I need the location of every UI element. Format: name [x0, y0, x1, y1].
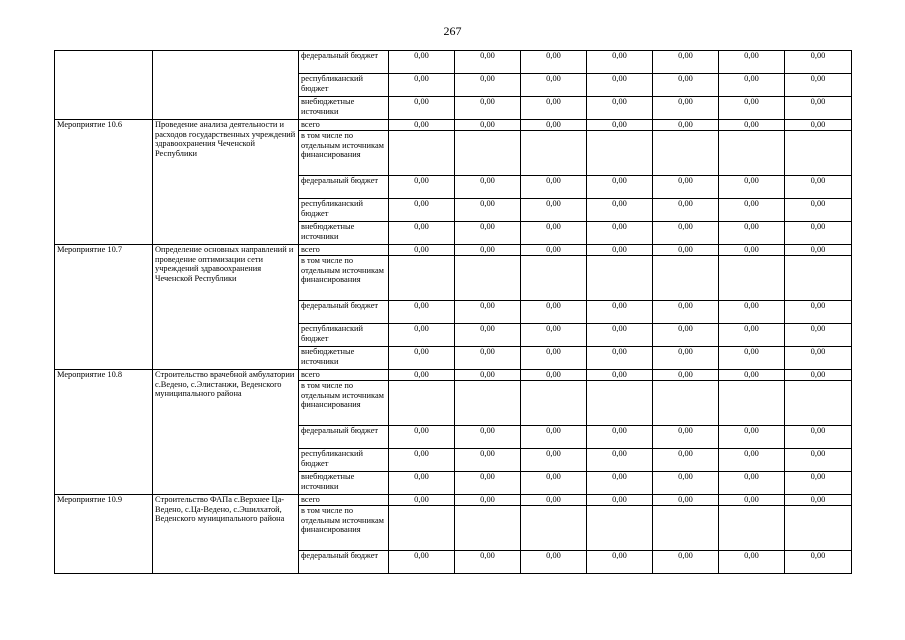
value-cell: 0,00 [521, 120, 587, 131]
value-cell [455, 131, 521, 176]
value-cell: 0,00 [587, 324, 653, 347]
value-cell: 0,00 [719, 74, 785, 97]
value-cell: 0,00 [389, 324, 455, 347]
funding-source-including: в том числе по отдельным источникам финансирования [299, 131, 389, 176]
value-cell: 0,00 [455, 426, 521, 449]
table-row [55, 370, 852, 381]
value-cell: 0,00 [389, 97, 455, 120]
budget-table [54, 50, 852, 574]
value-cell [719, 256, 785, 301]
funding-source-republican: республиканский бюджет [299, 449, 389, 472]
value-cell [455, 381, 521, 426]
funding-source-federal: федеральный бюджет [299, 426, 389, 449]
value-cell: 0,00 [587, 301, 653, 324]
value-cell [521, 131, 587, 176]
value-cell [785, 506, 852, 551]
value-cell: 0,00 [653, 51, 719, 74]
funding-source-federal: федеральный бюджет [299, 176, 389, 199]
value-cell: 0,00 [389, 495, 455, 506]
value-cell: 0,00 [587, 74, 653, 97]
value-cell [719, 381, 785, 426]
value-cell: 0,00 [455, 245, 521, 256]
value-cell: 0,00 [653, 74, 719, 97]
measure-code-cell [55, 51, 153, 120]
value-cell: 0,00 [587, 51, 653, 74]
value-cell: 0,00 [521, 222, 587, 245]
value-cell: 0,00 [785, 347, 852, 370]
value-cell: 0,00 [455, 51, 521, 74]
value-cell: 0,00 [785, 426, 852, 449]
measure-title: Строительство врачебной амбулатории с.Ведено, с.Элистанжи, Веденского муниципального района [153, 370, 299, 495]
value-cell [389, 506, 455, 551]
value-cell: 0,00 [521, 426, 587, 449]
value-cell: 0,00 [785, 370, 852, 381]
value-cell: 0,00 [719, 472, 785, 495]
value-cell: 0,00 [719, 222, 785, 245]
funding-source-total: всего [299, 120, 389, 131]
value-cell [719, 131, 785, 176]
value-cell [455, 506, 521, 551]
value-cell: 0,00 [719, 97, 785, 120]
funding-source-extrabudgetary: внебюджетные источники [299, 472, 389, 495]
value-cell: 0,00 [455, 176, 521, 199]
funding-source-extrabudgetary: внебюджетные источники [299, 347, 389, 370]
value-cell: 0,00 [521, 74, 587, 97]
value-cell: 0,00 [719, 120, 785, 131]
value-cell: 0,00 [455, 370, 521, 381]
value-cell [785, 256, 852, 301]
value-cell: 0,00 [653, 222, 719, 245]
value-cell [653, 256, 719, 301]
value-cell: 0,00 [389, 176, 455, 199]
value-cell [521, 256, 587, 301]
value-cell: 0,00 [653, 370, 719, 381]
value-cell: 0,00 [719, 347, 785, 370]
value-cell [587, 381, 653, 426]
value-cell: 0,00 [719, 449, 785, 472]
value-cell [587, 506, 653, 551]
value-cell: 0,00 [653, 449, 719, 472]
value-cell [521, 381, 587, 426]
funding-source-total: всего [299, 245, 389, 256]
value-cell: 0,00 [389, 120, 455, 131]
value-cell: 0,00 [653, 97, 719, 120]
value-cell: 0,00 [785, 245, 852, 256]
value-cell: 0,00 [587, 551, 653, 574]
value-cell: 0,00 [785, 495, 852, 506]
value-cell [455, 256, 521, 301]
value-cell: 0,00 [785, 449, 852, 472]
value-cell: 0,00 [587, 495, 653, 506]
value-cell: 0,00 [521, 370, 587, 381]
value-cell: 0,00 [521, 324, 587, 347]
value-cell: 0,00 [785, 74, 852, 97]
funding-source-total: всего [299, 370, 389, 381]
value-cell: 0,00 [389, 222, 455, 245]
value-cell: 0,00 [587, 97, 653, 120]
value-cell: 0,00 [653, 301, 719, 324]
value-cell: 0,00 [389, 199, 455, 222]
value-cell: 0,00 [521, 495, 587, 506]
value-cell: 0,00 [455, 495, 521, 506]
value-cell: 0,00 [719, 370, 785, 381]
value-cell: 0,00 [653, 324, 719, 347]
value-cell: 0,00 [389, 347, 455, 370]
value-cell: 0,00 [587, 370, 653, 381]
value-cell: 0,00 [587, 426, 653, 449]
value-cell: 0,00 [653, 245, 719, 256]
value-cell [587, 256, 653, 301]
value-cell: 0,00 [653, 472, 719, 495]
value-cell: 0,00 [455, 324, 521, 347]
value-cell: 0,00 [521, 347, 587, 370]
value-cell: 0,00 [653, 347, 719, 370]
value-cell: 0,00 [719, 301, 785, 324]
value-cell: 0,00 [455, 301, 521, 324]
value-cell: 0,00 [653, 495, 719, 506]
value-cell: 0,00 [785, 97, 852, 120]
value-cell: 0,00 [521, 245, 587, 256]
funding-source-republican: республиканский бюджет [299, 324, 389, 347]
value-cell: 0,00 [389, 472, 455, 495]
funding-source-republican: республиканский бюджет [299, 199, 389, 222]
value-cell: 0,00 [719, 551, 785, 574]
funding-source-including: в том числе по отдельным источникам финансирования [299, 381, 389, 426]
value-cell: 0,00 [455, 449, 521, 472]
value-cell: 0,00 [455, 222, 521, 245]
value-cell: 0,00 [455, 199, 521, 222]
value-cell: 0,00 [785, 301, 852, 324]
funding-source-extrabudgetary: внебюджетные источники [299, 97, 389, 120]
funding-source-total: всего [299, 495, 389, 506]
value-cell: 0,00 [653, 176, 719, 199]
table-row [55, 51, 852, 74]
value-cell: 0,00 [785, 551, 852, 574]
value-cell: 0,00 [521, 301, 587, 324]
value-cell [389, 131, 455, 176]
funding-source-extrabudgetary: внебюджетные источники [299, 222, 389, 245]
value-cell: 0,00 [719, 324, 785, 347]
value-cell: 0,00 [785, 199, 852, 222]
value-cell: 0,00 [653, 199, 719, 222]
value-cell: 0,00 [521, 472, 587, 495]
value-cell: 0,00 [785, 324, 852, 347]
value-cell [719, 506, 785, 551]
value-cell: 0,00 [455, 472, 521, 495]
value-cell: 0,00 [587, 176, 653, 199]
funding-source-federal: федеральный бюджет [299, 301, 389, 324]
table-row [55, 245, 852, 256]
measure-code: Мероприятие 10.9 [55, 495, 153, 574]
page-number: 267 [443, 24, 462, 38]
value-cell: 0,00 [389, 301, 455, 324]
value-cell [389, 256, 455, 301]
value-cell [653, 381, 719, 426]
value-cell: 0,00 [587, 449, 653, 472]
value-cell: 0,00 [719, 495, 785, 506]
value-cell: 0,00 [389, 245, 455, 256]
value-cell: 0,00 [653, 120, 719, 131]
value-cell: 0,00 [587, 199, 653, 222]
value-cell: 0,00 [785, 51, 852, 74]
value-cell: 0,00 [455, 347, 521, 370]
value-cell: 0,00 [389, 370, 455, 381]
value-cell: 0,00 [521, 97, 587, 120]
value-cell: 0,00 [455, 74, 521, 97]
table-row [55, 495, 852, 506]
value-cell: 0,00 [785, 472, 852, 495]
value-cell: 0,00 [389, 74, 455, 97]
value-cell: 0,00 [587, 120, 653, 131]
value-cell: 0,00 [455, 551, 521, 574]
value-cell: 0,00 [719, 199, 785, 222]
value-cell: 0,00 [521, 51, 587, 74]
value-cell: 0,00 [719, 51, 785, 74]
value-cell: 0,00 [653, 426, 719, 449]
funding-source-republican: республиканский бюджет [299, 74, 389, 97]
value-cell [653, 131, 719, 176]
value-cell [521, 506, 587, 551]
value-cell: 0,00 [521, 449, 587, 472]
value-cell [389, 381, 455, 426]
value-cell: 0,00 [455, 97, 521, 120]
value-cell: 0,00 [719, 245, 785, 256]
value-cell: 0,00 [587, 347, 653, 370]
measure-title: Строительство ФАПа с.Верхнее Ца-Ведено, с.Ца-Ведено, с.Эшилхатой, Веденского муниципального района [153, 495, 299, 574]
value-cell: 0,00 [719, 176, 785, 199]
value-cell [785, 131, 852, 176]
measure-code: Мероприятие 10.8 [55, 370, 153, 495]
value-cell [653, 506, 719, 551]
value-cell: 0,00 [785, 176, 852, 199]
value-cell [785, 381, 852, 426]
table-row [55, 120, 852, 131]
funding-source-including: в том числе по отдельным источникам финансирования [299, 506, 389, 551]
value-cell: 0,00 [587, 472, 653, 495]
value-cell: 0,00 [389, 51, 455, 74]
measure-title: Проведение анализа деятельности и расходов государственных учреждений здравоохранения Чеченской Республики [153, 120, 299, 245]
value-cell: 0,00 [653, 551, 719, 574]
value-cell: 0,00 [785, 222, 852, 245]
measure-title-cell [153, 51, 299, 120]
funding-source-including: в том числе по отдельным источникам финансирования [299, 256, 389, 301]
value-cell: 0,00 [389, 426, 455, 449]
measure-title: Определение основных направлений и проведение оптимизации сети учреждений здравоохранения Чеченской Республики [153, 245, 299, 370]
value-cell: 0,00 [521, 551, 587, 574]
funding-source-federal: федеральный бюджет [299, 51, 389, 74]
funding-source-federal: федеральный бюджет [299, 551, 389, 574]
value-cell [587, 131, 653, 176]
value-cell: 0,00 [455, 120, 521, 131]
value-cell: 0,00 [389, 449, 455, 472]
measure-code: Мероприятие 10.7 [55, 245, 153, 370]
value-cell: 0,00 [587, 245, 653, 256]
measure-code: Мероприятие 10.6 [55, 120, 153, 245]
value-cell: 0,00 [587, 222, 653, 245]
value-cell: 0,00 [389, 551, 455, 574]
value-cell: 0,00 [521, 199, 587, 222]
value-cell: 0,00 [785, 120, 852, 131]
value-cell: 0,00 [719, 426, 785, 449]
value-cell: 0,00 [521, 176, 587, 199]
